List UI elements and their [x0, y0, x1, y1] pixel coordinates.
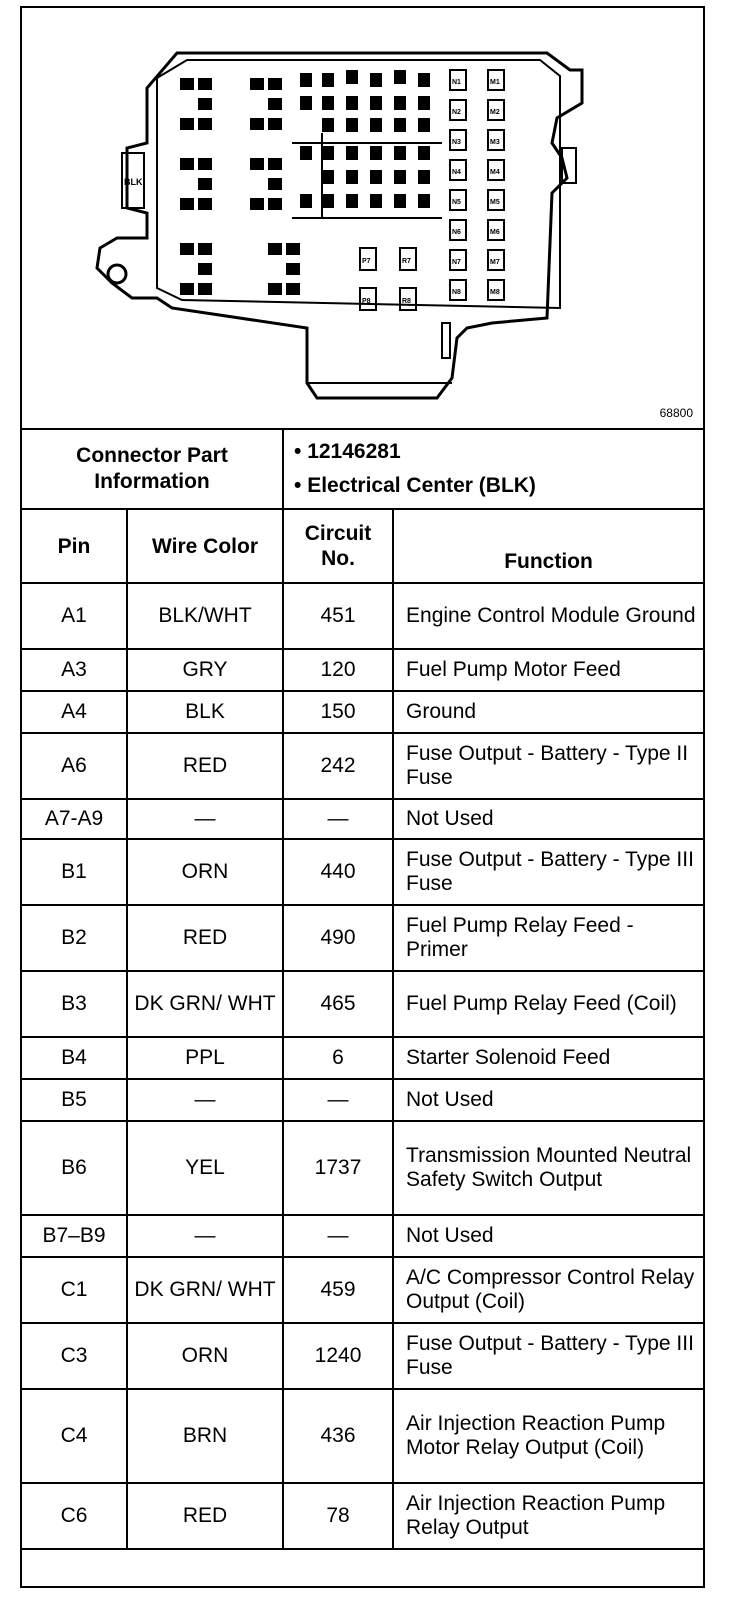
cavity-m2-label: M2 — [490, 109, 500, 116]
function-cell: Air Injection Reaction Pump Motor Relay Output (Coil) — [393, 1389, 703, 1483]
function-cell: A/C Compressor Control Relay Output (Coil) — [393, 1257, 703, 1323]
housing-color-label: BLK — [124, 177, 143, 187]
function-cell: Not Used — [393, 799, 703, 839]
circuit-cell: 1737 — [283, 1121, 393, 1215]
cavity-m3-label: M3 — [490, 139, 500, 146]
pin-cell: C4 — [22, 1389, 127, 1483]
wire-color-cell: RED — [127, 905, 283, 971]
circuit-cell: 1240 — [283, 1323, 393, 1389]
table-row — [22, 905, 703, 971]
circuit-cell: 451 — [283, 583, 393, 649]
circuit-cell: 440 — [283, 839, 393, 905]
function-cell: Air Injection Reaction Pump Relay Output — [393, 1483, 703, 1549]
connector-description: • Electrical Center (BLK) — [294, 474, 536, 497]
circuit-cell: — — [283, 1079, 393, 1121]
function-cell: Ground — [393, 691, 703, 733]
function-cell: Fuel Pump Relay Feed - Primer — [393, 905, 703, 971]
circuit-cell: — — [283, 1215, 393, 1257]
function-cell: Fuel Pump Motor Feed — [393, 649, 703, 691]
cavity-n8-label: N8 — [452, 289, 461, 296]
cavity-n7-label: N7 — [452, 259, 461, 266]
cavity-r8-label: R8 — [402, 298, 411, 305]
cavity-m1-label: M1 — [490, 79, 500, 86]
pin-cell: B1 — [22, 839, 127, 905]
pin-cell: B4 — [22, 1037, 127, 1079]
function-cell: Fuse Output - Battery - Type III Fuse — [393, 1323, 703, 1389]
function-cell: Fuel Pump Relay Feed (Coil) — [393, 971, 703, 1037]
circuit-column-header: Circuit No. — [283, 509, 393, 583]
circuit-cell: 242 — [283, 733, 393, 799]
wire-color-cell: — — [127, 1215, 283, 1257]
figure-number: 68800 — [659, 406, 693, 420]
function-cell: Not Used — [393, 1079, 703, 1121]
cavity-n1-label: N1 — [452, 79, 461, 86]
pinout-table — [22, 428, 703, 1550]
wire-color-cell: PPL — [127, 1037, 283, 1079]
circuit-cell: 78 — [283, 1483, 393, 1549]
function-cell: Starter Solenoid Feed — [393, 1037, 703, 1079]
table-header-row — [22, 509, 703, 583]
wire-color-cell: DK GRN/ WHT — [127, 971, 283, 1037]
table-row — [22, 1215, 703, 1257]
wire-color-cell: DK GRN/ WHT — [127, 1257, 283, 1323]
circuit-cell: 150 — [283, 691, 393, 733]
table-row — [22, 649, 703, 691]
table-row — [22, 839, 703, 905]
pin-cell: A4 — [22, 691, 127, 733]
table-row — [22, 691, 703, 733]
table-row — [22, 1483, 703, 1549]
connector-sheet — [20, 6, 705, 1588]
table-row — [22, 1257, 703, 1323]
pin-cell: B6 — [22, 1121, 127, 1215]
pin-cell: C1 — [22, 1257, 127, 1323]
table-row — [22, 1389, 703, 1483]
wire-color-cell: — — [127, 1079, 283, 1121]
table-row — [22, 799, 703, 839]
wire-color-cell: RED — [127, 733, 283, 799]
circuit-cell: 120 — [283, 649, 393, 691]
wire-color-column-header: Wire Color — [127, 509, 283, 583]
pinout-rows — [22, 583, 703, 1549]
cavity-m7-label: M7 — [490, 259, 500, 266]
connector-info-label: Connector Part Information — [22, 429, 283, 509]
circuit-cell: 490 — [283, 905, 393, 971]
function-cell: Fuse Output - Battery - Type II Fuse — [393, 733, 703, 799]
table-row — [22, 583, 703, 649]
cavity-n2-label: N2 — [452, 109, 461, 116]
function-cell: Transmission Mounted Neutral Safety Switch Output — [393, 1121, 703, 1215]
table-row — [22, 733, 703, 799]
cavity-n6-label: N6 — [452, 229, 461, 236]
wire-color-cell: ORN — [127, 839, 283, 905]
connector-info-values — [283, 429, 703, 509]
connector-info-row — [22, 429, 703, 509]
pin-cell: C3 — [22, 1323, 127, 1389]
pin-cell: B3 — [22, 971, 127, 1037]
cavity-m8-label: M8 — [490, 289, 500, 296]
pin-cell: A3 — [22, 649, 127, 691]
circuit-cell: 436 — [283, 1389, 393, 1483]
wire-color-cell: BRN — [127, 1389, 283, 1483]
wire-color-cell: GRY — [127, 649, 283, 691]
cavity-n4-label: N4 — [452, 169, 461, 176]
function-cell: Fuse Output - Battery - Type III Fuse — [393, 839, 703, 905]
wire-color-cell: BLK/WHT — [127, 583, 283, 649]
circuit-cell: 465 — [283, 971, 393, 1037]
connector-part-number: • 12146281 — [294, 440, 401, 463]
cavity-n5-label: N5 — [452, 199, 461, 206]
pin-cell: A6 — [22, 733, 127, 799]
pin-cell: B5 — [22, 1079, 127, 1121]
cavity-n3-label: N3 — [452, 139, 461, 146]
cavity-m4-label: M4 — [490, 169, 500, 176]
wire-color-cell: ORN — [127, 1323, 283, 1389]
wire-color-cell: RED — [127, 1483, 283, 1549]
cavity-m5-label: M5 — [490, 199, 500, 206]
pin-cell: C6 — [22, 1483, 127, 1549]
cavity-r7-label: R7 — [402, 258, 411, 265]
function-cell: Not Used — [393, 1215, 703, 1257]
wire-color-cell: — — [127, 799, 283, 839]
cavity-m6-label: M6 — [490, 229, 500, 236]
wire-color-cell: BLK — [127, 691, 283, 733]
pin-column-header: Pin — [22, 509, 127, 583]
circuit-cell: — — [283, 799, 393, 839]
cavity-p8-label: P8 — [362, 298, 371, 305]
table-row — [22, 1079, 703, 1121]
table-row — [22, 971, 703, 1037]
pin-cell: B7–B9 — [22, 1215, 127, 1257]
wire-color-cell: YEL — [127, 1121, 283, 1215]
function-column-header: Function — [393, 509, 703, 583]
circuit-cell: 459 — [283, 1257, 393, 1323]
pin-cell: A1 — [22, 583, 127, 649]
pin-cell: A7-A9 — [22, 799, 127, 839]
connector-outline-drawing — [22, 8, 703, 428]
table-row — [22, 1121, 703, 1215]
pin-cell: B2 — [22, 905, 127, 971]
connector-diagram — [22, 8, 703, 430]
table-row — [22, 1037, 703, 1079]
function-cell: Engine Control Module Ground — [393, 583, 703, 649]
circuit-cell: 6 — [283, 1037, 393, 1079]
cavity-p7-label: P7 — [362, 258, 371, 265]
table-row — [22, 1323, 703, 1389]
